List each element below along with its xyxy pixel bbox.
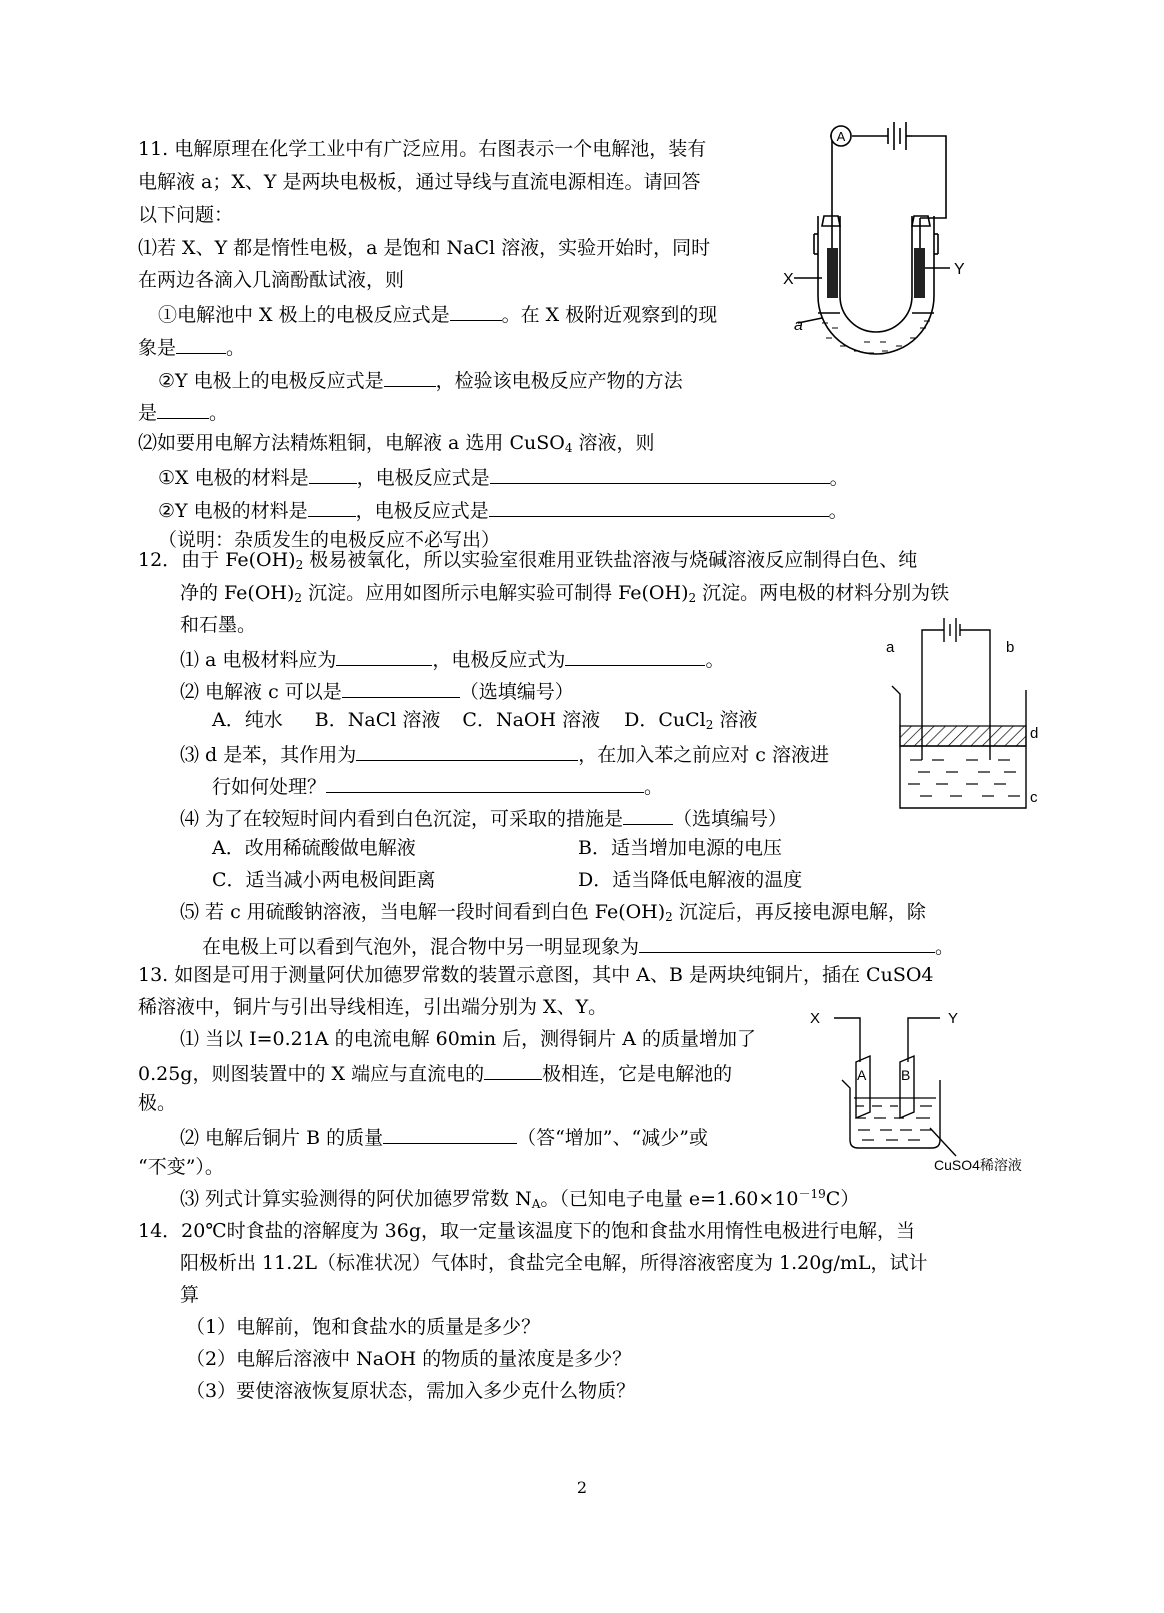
q14-part2: （2）电解后溶液中 NaOH 的物质的量浓度是多少？ [186,1348,632,1370]
q12-text: 极易被氧化，所以实验室很难用亚铁盐溶液与烧碱溶液反应制得白色、纯 [303,549,918,571]
q11-part2-sub2 [158,496,848,523]
q12-text: 12．由于 Fe(OH) [138,549,296,571]
q12-part2-options [212,708,757,732]
subscript: 2 [688,591,697,605]
q13-beaker-figure [800,1000,1055,1184]
q12-text: 。 [705,649,725,671]
q12-part1 [180,645,724,672]
q13-text: ⑵ 电解后铜片 B 的质量 [180,1127,384,1149]
q11-part1-sub1-cont [138,333,245,360]
q12-text: 在电极上可以看到气泡外，混合物中另一明显现象为 [202,936,640,958]
superscript: －19 [798,1187,826,1201]
q11-text: 溶液，则 [572,432,655,454]
answer-blank[interactable] [639,932,935,953]
q14-line3: 算 [180,1284,200,1306]
answer-blank[interactable] [384,366,436,387]
option-c: C．NaOH 溶液 [462,709,601,731]
q12-line1 [138,548,917,572]
q13-text: 极相连，它是电解池的 [542,1063,733,1085]
label-y: Y [948,1010,959,1027]
q13-text: C） [825,1188,860,1210]
answer-blank[interactable] [326,772,644,793]
electrode-y [914,248,925,298]
wire-x [834,1018,860,1062]
q13-part3 [180,1187,859,1211]
solution-dashes [854,1098,936,1140]
option-d: 溶液 [713,709,758,731]
leader-solution [930,1128,956,1156]
label-x: X [783,271,794,288]
beaker-diagram [880,610,1050,820]
answer-blank[interactable] [623,804,673,825]
label-c: c [1030,789,1038,806]
q13-line1: 13. 如图是可用于测量阿伏加德罗常数的装置示意图，其中 A、B 是两块纯铜片，插在 CuSO4 [138,964,934,986]
answer-blank[interactable] [309,463,357,484]
subscript: 4 [564,441,573,455]
label-solution: CuSO4稀溶液 [934,1157,1022,1173]
copper-plate-a [856,1056,870,1118]
q14-line2: 阳极析出 11.2L（标准状况）气体时，食盐完全电解，所得溶液密度为 1.20g/mL，试计 [180,1252,928,1274]
q12-option-b: B．适当增加电源的电压 [578,837,782,859]
q14-part3: （3）要使溶液恢复原状态，需加入多少克什么物质？ [186,1380,636,1402]
q12-text: ，电极反应式为 [432,649,566,671]
q13-text: 。（已知电子电量 e=1.60×10 [540,1188,799,1210]
q11-line1: 11. 电解原理在化学工业中有广泛应用。右图表示一个电解池，装有 [138,138,707,160]
q13-text: （答“增加”、“减少”或 [517,1127,708,1149]
q11-text: 。 [828,500,848,522]
page-number: 2 [576,1478,588,1497]
q12-line3: 和石墨。 [180,614,257,636]
answer-blank[interactable] [489,496,829,517]
q12-text: ⑷ 为了在较短时间内看到白色沉淀，可采取的措施是 [180,808,624,830]
u-tube-diagram [780,118,990,368]
q13-text: ⑶ 列式计算实验测得的阿伏加德罗常数 N [180,1188,532,1210]
q12-part2 [180,677,574,704]
q11-text: ①X 电极的材料是 [158,467,309,489]
q12-text: 净的 Fe(OH) [180,582,295,604]
q11-part1-sub2-cont [138,398,228,425]
q11-text: ②Y 电极的材料是 [158,500,308,522]
q14-part1: （1）电解前，饱和食盐水的质量是多少？ [186,1316,541,1338]
answer-blank[interactable] [157,398,209,419]
label-x: X [810,1010,821,1027]
subscript: 2 [294,591,303,605]
q12-text: （选填编号） [459,681,574,703]
q12-text: 沉淀。两电极的材料分别为铁 [696,582,950,604]
subscript: 2 [705,718,714,732]
label-d: d [1030,725,1039,742]
q11-part1-line1: ⑴若 X、Y 都是惰性电极，a 是饱和 NaCl 溶液，实验开始时，同时 [138,237,711,259]
q11-line2: 电解液 a；X、Y 是两块电极板，通过导线与直流电源相连。请回答 [138,171,701,193]
q13-part2-cont: “不变”）。 [138,1156,224,1178]
q12-part3-cont [212,772,663,799]
q11-text: ，电极反应式是 [355,500,489,522]
ammeter-label: A [836,129,846,144]
liquid-dashes [822,321,930,353]
answer-blank[interactable] [308,496,356,517]
beaker [842,1080,940,1148]
q12-part5 [180,900,926,924]
answer-blank[interactable] [565,645,705,666]
q13-text: 0.25g，则图装置中的 X 端应与直流电的 [138,1063,485,1085]
answer-blank[interactable] [176,333,226,354]
q11-text: ，检验该电极反应产物的方法 [435,370,683,392]
label-a: a [794,317,803,334]
q12-text: 沉淀。应用如图所示电解实验可制得 Fe(OH) [302,582,689,604]
beaker [892,686,1026,808]
label-y: Y [954,261,965,278]
q11-text: ①电解池中 X 极上的电极反应式是 [158,304,450,326]
wire-b [960,630,990,722]
q13-part1: ⑴ 当以 I=0.21A 的电流电解 60min 后，测得铜片 A 的质量增加了 [180,1028,756,1050]
q12-option-c: C．适当减小两电极间距离 [212,869,436,891]
q11-text: 。 [829,467,849,489]
answer-blank[interactable] [484,1059,542,1080]
q11-line3: 以下问题： [138,204,234,226]
q11-text: ②Y 电极上的电极反应式是 [158,370,384,392]
q12-text: ，在加入苯之前应对 c 溶液进 [578,744,829,766]
q12-part4 [180,804,787,831]
q11-note: （说明：杂质发生的电极反应不必写出） [158,529,501,551]
solution-dashes [908,760,1020,796]
q12-beaker-figure [880,610,1050,824]
q11-part2-line1 [138,431,655,455]
option-d: D．CuCl [624,709,706,731]
answer-blank[interactable] [383,1123,517,1144]
subscript: 2 [295,558,304,572]
copper-plate-b [900,1056,914,1118]
wire-left [830,136,832,218]
q11-text: ，电极反应式是 [356,467,490,489]
q12-part3 [180,740,829,767]
answer-blank[interactable] [356,740,578,761]
wire-right [912,136,946,218]
subscript: 2 [665,910,673,924]
answer-blank[interactable] [450,300,502,321]
q11-text: 象是 [138,337,177,359]
label-a: a [886,639,895,656]
q12-text: ⑶ d 是苯，其作用为 [180,744,357,766]
electrode-x [827,248,838,298]
option-b: B．NaCl 溶液 [314,709,441,731]
q11-text: 是 [138,402,158,424]
q11-text: ⑵如要用电解方法精炼粗铜，电解液 a 选用 CuSO [138,432,565,454]
q11-text: 。 [226,337,246,359]
q11-u-tube-figure [780,118,990,372]
q12-text: ⑴ a 电极材料应为 [180,649,337,671]
q13-line2: 稀溶液中，铜片与引出导线相连，引出端分别为 X、Y。 [138,996,608,1018]
answer-blank[interactable] [342,677,460,698]
q12-text: ⑸ 若 c 用硫酸钠溶液，当电解一段时间看到白色 Fe(OH) [180,901,666,923]
q12-text: 。 [935,936,955,958]
answer-blank[interactable] [490,463,830,484]
q13-part2 [180,1123,708,1150]
q12-text: ⑵ 电解液 c 可以是 [180,681,342,703]
label-plate-a: A [857,1067,867,1083]
q11-part1-line2: 在两边各滴入几滴酚酞试液，则 [138,269,405,291]
q12-text: 行如何处理？ [212,776,327,798]
q12-option-d: D．适当降低电解液的温度 [578,869,803,891]
answer-blank[interactable] [336,645,432,666]
u-tube-inner [840,216,912,332]
q13-part1-cont [138,1059,732,1086]
subscript: A [531,1197,541,1211]
q12-text: 。 [644,776,664,798]
q11-text: 。 [209,402,229,424]
q11-part1-sub1 [158,300,717,327]
wire-a [922,630,944,722]
q12-text: 沉淀后，再反接电源电解，除 [672,901,926,923]
q14-line1: 14．20℃时食盐的溶解度为 36g，取一定量该温度下的饱和食盐水用惰性电极进行电解，当 [138,1220,915,1242]
label-plate-b: B [901,1067,911,1083]
label-b: b [1006,639,1015,656]
q13-part1-cont2: 极。 [138,1092,177,1114]
wire-y [908,1018,940,1062]
q12-text: （选填编号） [673,808,788,830]
q12-line2 [180,581,949,605]
q11-text: 。在 X 极附近观察到的现 [501,304,718,326]
q11-part2-sub1 [158,463,849,490]
stopper-left [822,216,840,226]
q12-option-a: A．改用稀硫酸做电解液 [212,837,416,859]
option-a: A．纯水 [212,709,283,731]
copper-electrode-diagram [800,1000,1055,1180]
benzene-layer [900,726,1026,746]
q12-part5-cont [202,932,954,959]
q11-part1-sub2 [158,366,683,393]
